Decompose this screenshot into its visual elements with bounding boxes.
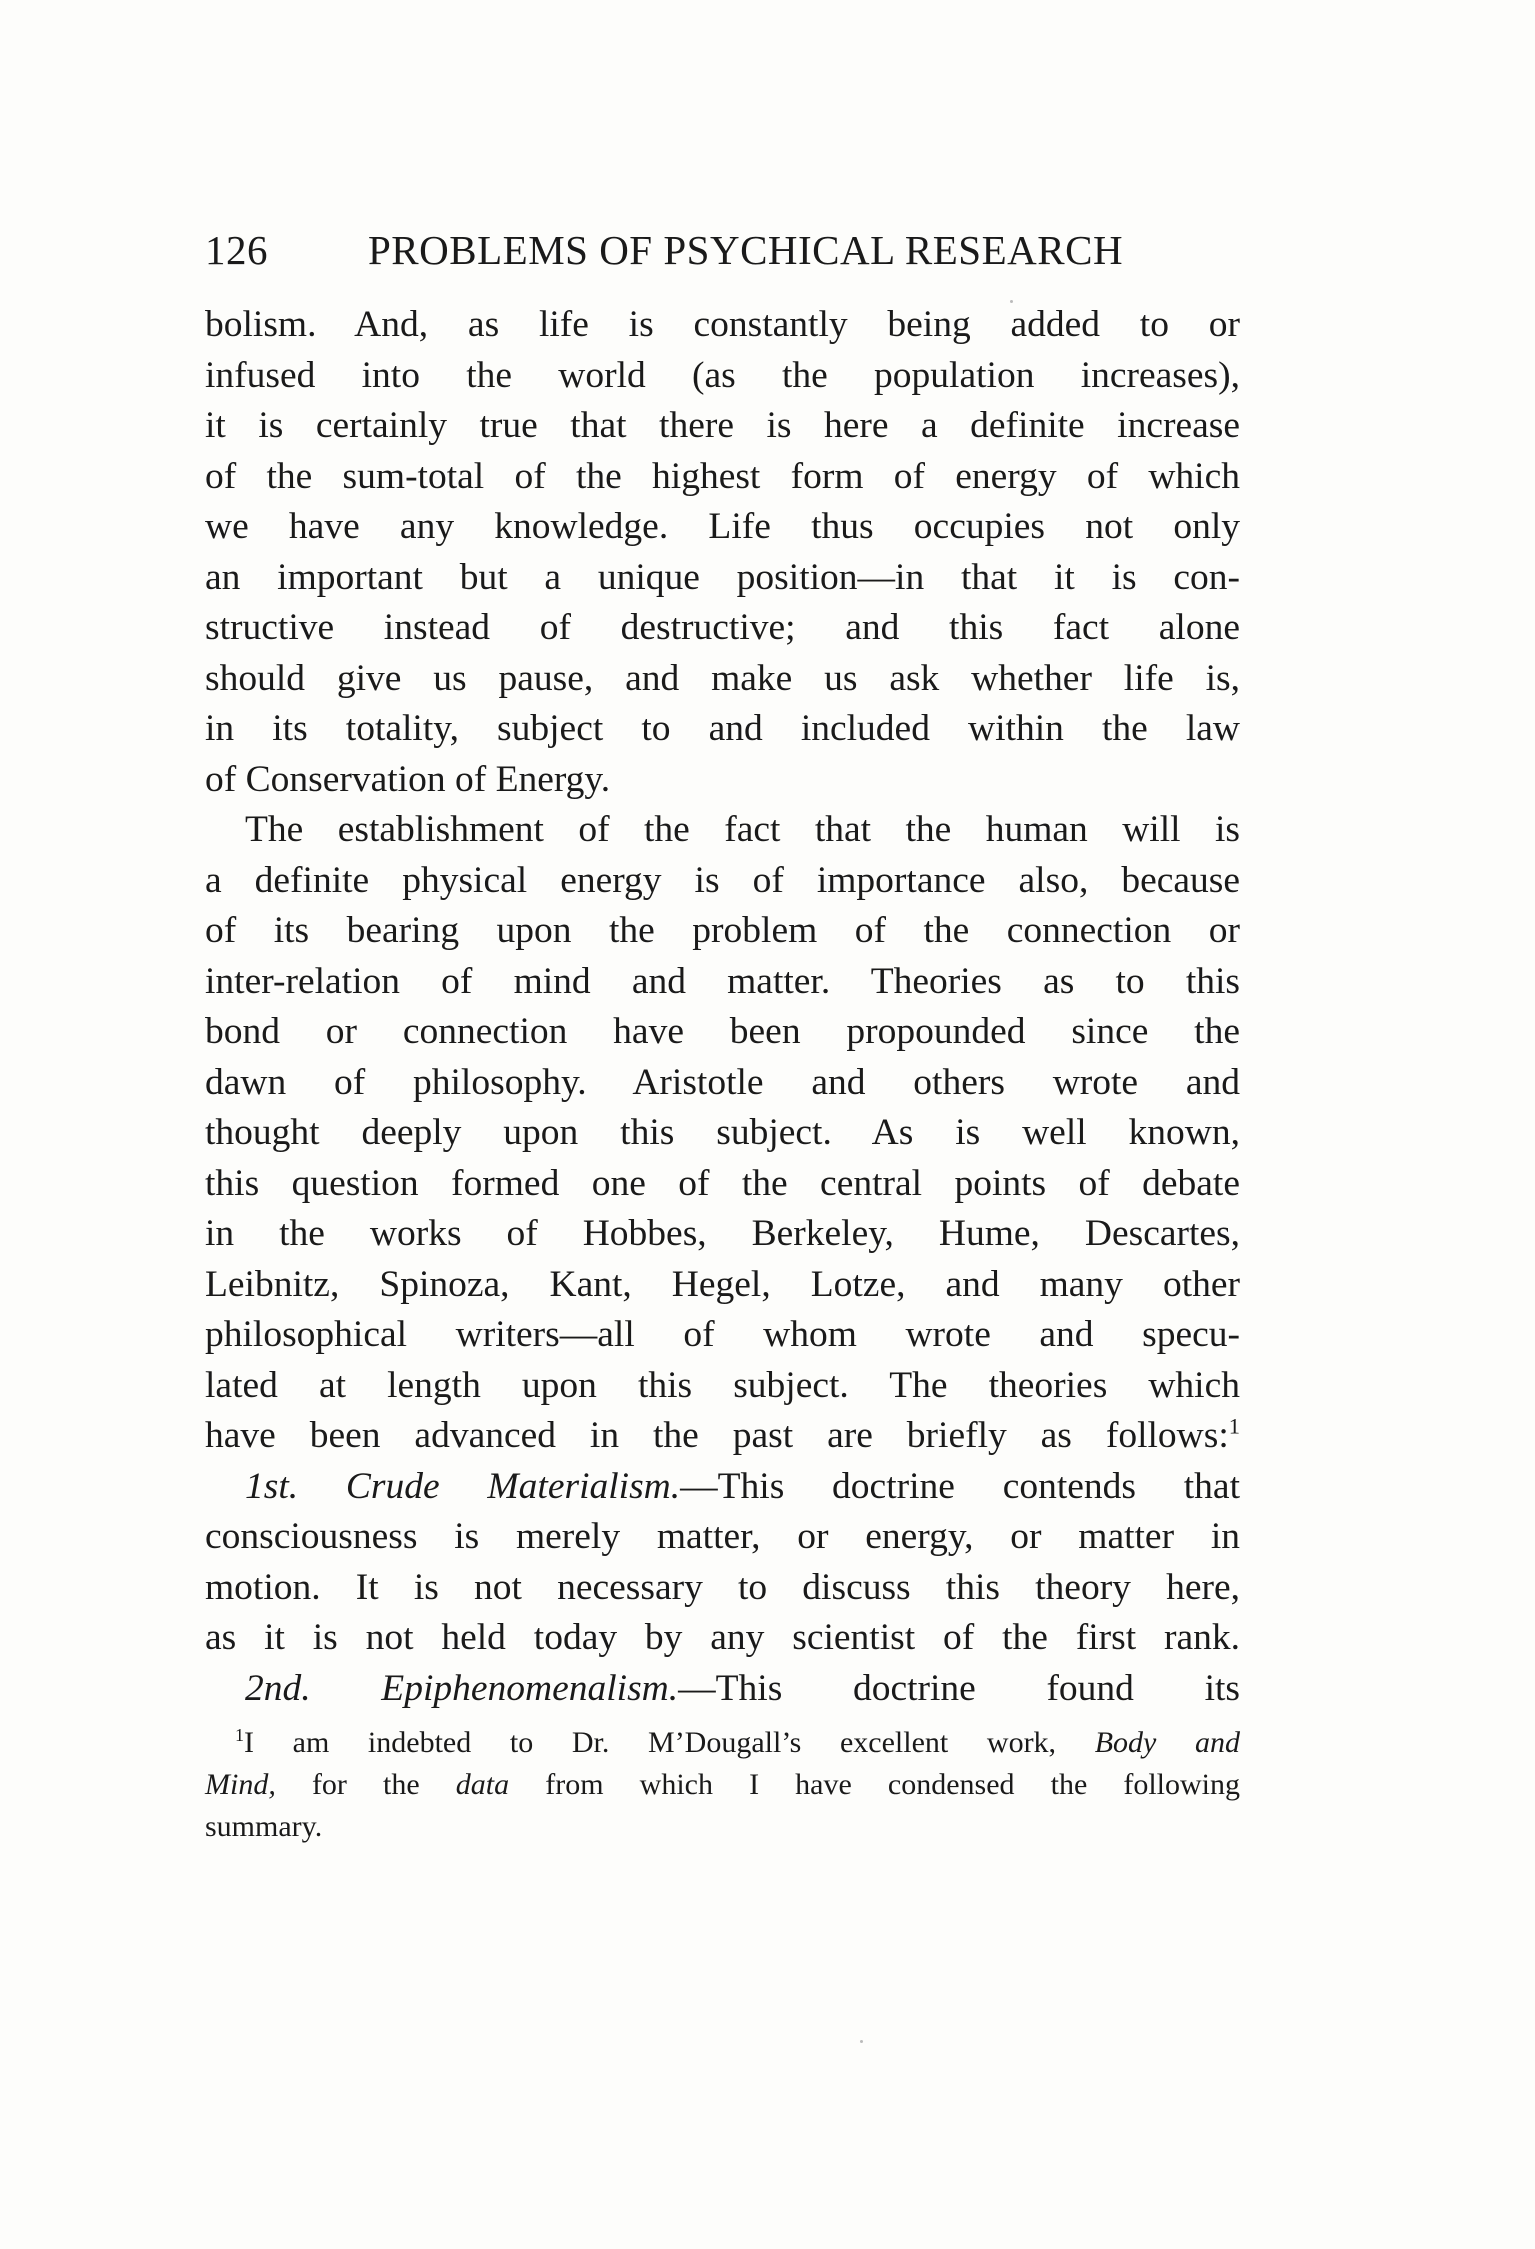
text-line: an important but a unique position—in that it is con- xyxy=(205,556,1240,598)
text-line: should give us pause, and make us ask whether life is, xyxy=(205,657,1240,699)
ordinal: 1st. xyxy=(245,1465,299,1507)
text-line: dawn of philosophy. Aristotle and others wrote and xyxy=(205,1061,1240,1103)
text-line: a definite physical energy is of importance also, because xyxy=(205,859,1240,901)
text-line: we have any knowledge. Life thus occupies not only xyxy=(205,506,1240,547)
footnote-marker: 1 xyxy=(235,1725,244,1745)
text-line: Leibnitz, Spinoza, Kant, Hegel, Lotze, and many other xyxy=(205,1263,1240,1305)
text-line: of Conservation of Energy. xyxy=(205,758,611,800)
paragraph-epiphenomenalism xyxy=(205,1664,1240,1715)
text-line: it is certainly true that there is here a definite increase xyxy=(205,405,1240,446)
paragraph-mind-matter xyxy=(205,805,1240,1462)
text-line: philosophical writers—all of whom wrote and specu- xyxy=(205,1314,1240,1355)
footnote-text: I am indebted to Dr. M’Dougall’s excellent work, xyxy=(244,1726,1057,1759)
body-text xyxy=(205,300,1240,1714)
text-line: inter-relation of mind and matter. Theories as to this xyxy=(205,960,1240,1002)
text-line: The establishment of the fact that the human will is xyxy=(245,809,1240,850)
footnote-line: summary. xyxy=(205,1810,323,1843)
text-line: infused into the world (as the population increases), xyxy=(205,354,1240,396)
text-line: as it is not held today by any scientist of the first rank. xyxy=(205,1617,1240,1658)
text-line: in the works of Hobbes, Berkeley, Hume, Descartes, xyxy=(205,1213,1240,1254)
text-line: lated at length upon this subject. The theories which xyxy=(205,1364,1240,1406)
footnote xyxy=(205,1722,1240,1848)
paragraph-crude-materialism xyxy=(205,1462,1240,1664)
footnote-text: from which I have condensed the following xyxy=(545,1768,1241,1801)
paragraph-life-energy xyxy=(205,300,1240,805)
footnote-book-title: Body and xyxy=(1094,1726,1241,1759)
text-line: bond or connection have been propounded since the xyxy=(205,1011,1240,1052)
text-line: bolism. And, as life is constantly being added to or xyxy=(205,304,1240,345)
text-line: motion. It is not necessary to discuss this theory here, xyxy=(205,1566,1240,1608)
text-line xyxy=(205,1462,1240,1513)
footnote-emphasis: data xyxy=(455,1768,510,1801)
footnote-text: for the xyxy=(311,1768,420,1801)
text-line: in its totality, subject to and included within the law xyxy=(205,708,1240,749)
text-line: of its bearing upon the problem of the connection or xyxy=(205,910,1240,951)
text-line: have been advanced in the past are briefly as follows: xyxy=(205,1415,1229,1456)
ordinal: 2nd. xyxy=(245,1667,311,1709)
text-line: of the sum-total of the highest form of energy of which xyxy=(205,455,1240,497)
text-fragment: —This doctrine contends that xyxy=(680,1465,1240,1507)
paper-speck xyxy=(1010,300,1013,303)
page-number: 126 xyxy=(205,227,268,273)
footnote-line xyxy=(205,1764,1240,1806)
section-title: Crude Materialism. xyxy=(345,1465,681,1507)
running-title: PROBLEMS OF PSYCHICAL RESEARCH xyxy=(368,227,1124,273)
footnote-book-title: Mind, xyxy=(205,1768,276,1801)
footnote-line xyxy=(205,1722,1240,1764)
paper-speck xyxy=(860,2040,863,2043)
text-line: this question formed one of the central points of debate xyxy=(205,1162,1240,1204)
text-line: structive instead of destructive; and this fact alone xyxy=(205,607,1240,648)
text-line xyxy=(205,1664,1240,1715)
text-fragment: —This doctrine found its xyxy=(678,1667,1241,1709)
text-line-with-footnote xyxy=(205,1411,1240,1462)
footnote-reference[interactable]: 1 xyxy=(1228,1413,1240,1439)
section-title: Epiphenomenalism. xyxy=(381,1667,679,1709)
running-header xyxy=(205,226,1240,286)
text-line: consciousness is merely matter, or energy, or matter in xyxy=(205,1516,1240,1557)
text-line: thought deeply upon this subject. As is well known, xyxy=(205,1112,1240,1153)
